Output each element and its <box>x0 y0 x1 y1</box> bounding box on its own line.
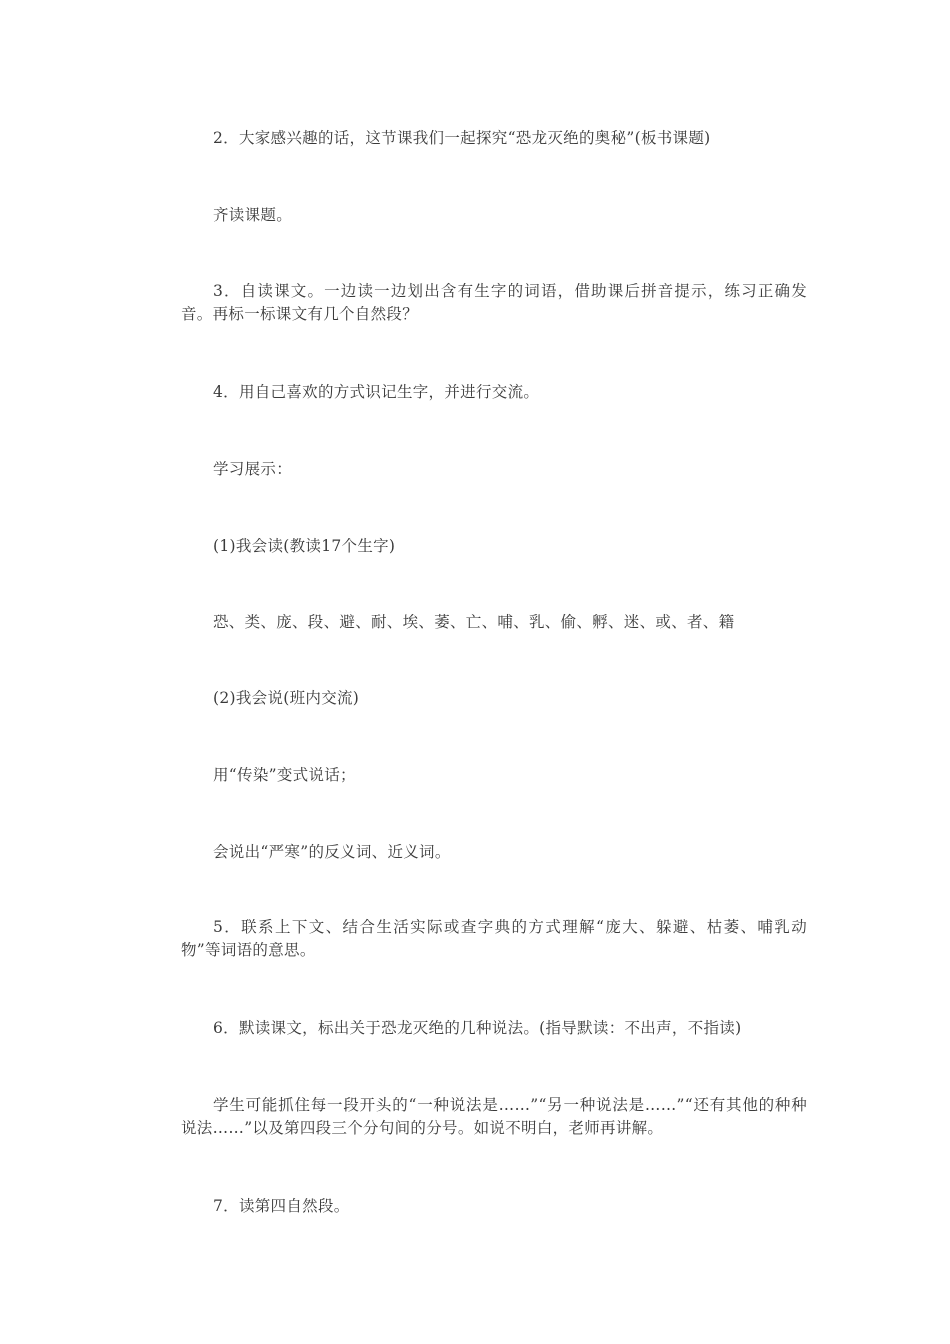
paragraph-learning-display: 学习展示： <box>213 460 293 478</box>
paragraph-i-can-read: (1)我会读(教读17个生字) <box>213 537 396 555</box>
paragraph-i-can-speak: (2)我会说(班内交流) <box>213 689 360 707</box>
paragraph-infection-sentence: 用“传染”变式说话； <box>213 766 356 784</box>
paragraph-step-2: 2．大家感兴趣的话，这节课我们一起探究“恐龙灭绝的奥秘”(板书课题) <box>213 129 711 147</box>
paragraph-student-notes: 学生可能抓住每一段开头的“一种说法是……”“另一种说法是……”“还有其他的种种说法……”以及第四段三个分句间的分号。如说不明白，老师再讲解。 <box>181 1096 807 1137</box>
paragraph-character-list: 恐、类、庞、段、避、耐、埃、萎、亡、哺、乳、偷、孵、迷、或、者、籍 <box>213 613 735 631</box>
paragraph-step-3: 3．自读课文。一边读一边划出含有生字的词语，借助课后拼音提示，练习正确发音。再标一标课文有几个自然段？ <box>181 282 807 323</box>
paragraph-step-6: 6．默读课文，标出关于恐龙灭绝的几种说法。(指导默读：不出声，不指读) <box>213 1019 742 1037</box>
paragraph-antonym-synonym: 会说出“严寒”的反义词、近义词。 <box>213 843 451 861</box>
paragraph-step-5: 5．联系上下文、结合生活实际或查字典的方式理解“庞大、躲避、枯萎、哺乳动物”等词语的意思。 <box>181 918 807 959</box>
paragraph-read-title: 齐读课题。 <box>213 206 293 224</box>
paragraph-step-7: 7．读第四自然段。 <box>213 1197 350 1215</box>
paragraph-step-4: 4．用自己喜欢的方式识记生字，并进行交流。 <box>213 383 540 401</box>
